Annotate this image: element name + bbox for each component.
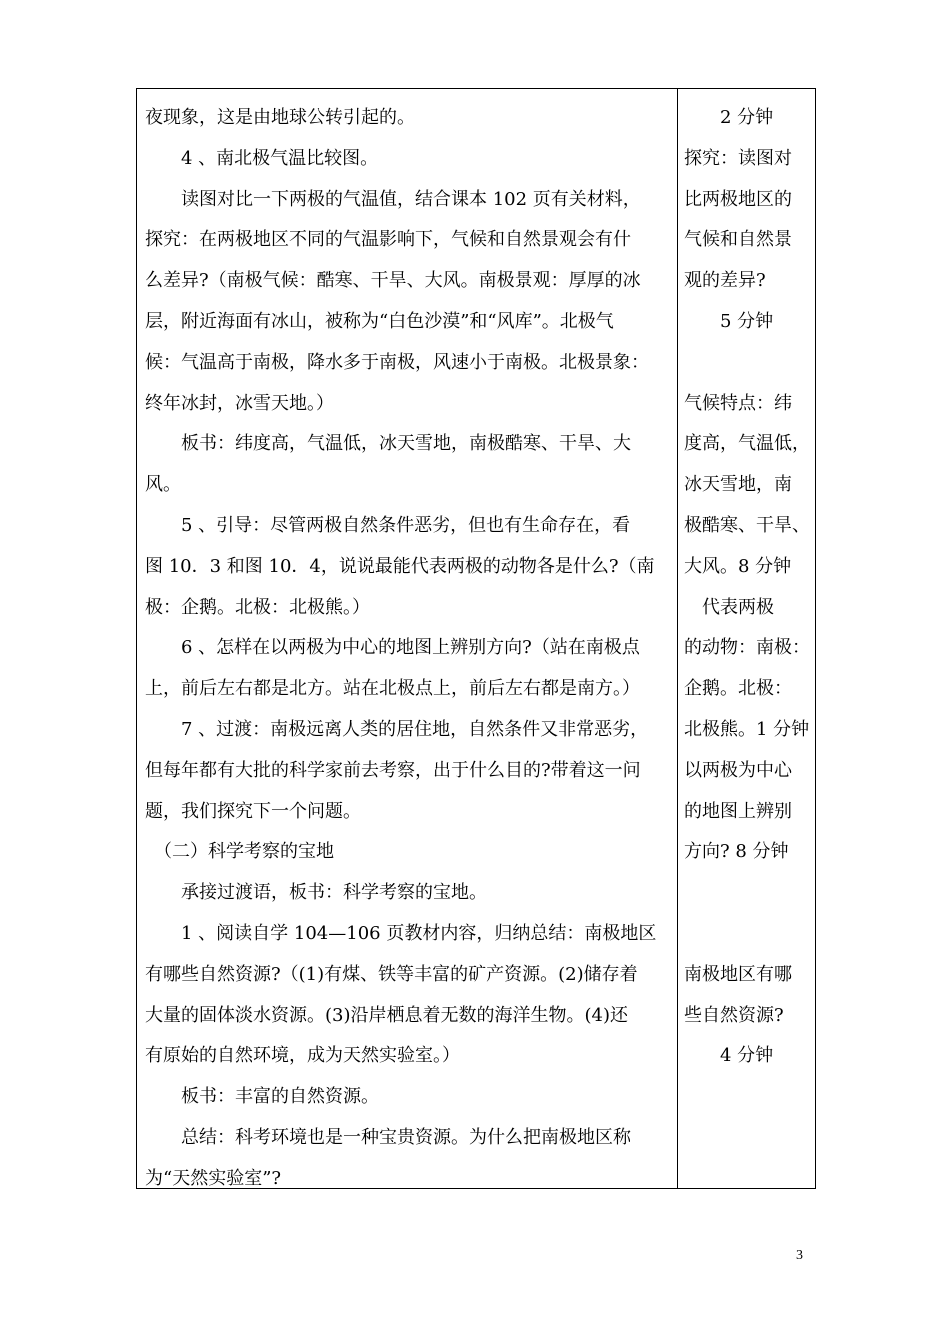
note-line: 观的差异? xyxy=(684,270,766,292)
lesson-table xyxy=(136,88,816,1189)
note-line: 4 分钟 xyxy=(684,1045,774,1067)
text-line: 极：企鹅。北极：北极熊。） xyxy=(145,596,370,618)
note-line: 5 分钟 xyxy=(684,310,774,332)
note-line: 些自然资源? xyxy=(684,1004,784,1026)
note-line: 气候和自然景 xyxy=(684,229,792,251)
text-line: 有哪些自然资源?（(1)有煤、铁等丰富的矿产资源。(2)储存着 xyxy=(145,963,638,985)
note-line: 的动物：南极： xyxy=(684,637,810,659)
text-line: 总结：科考环境也是一种宝贵资源。为什么把南极地区称 xyxy=(145,1126,631,1148)
note-line: 企鹅。北极： xyxy=(684,678,792,700)
text-line: 上，前后左右都是北方。站在北极点上，前后左右都是南方。） xyxy=(145,678,640,700)
text-line: 承接过渡语，板书：科学考察的宝地。 xyxy=(145,882,487,904)
text-line: 7 、过渡：南极远离人类的居住地，自然条件又非常恶劣， xyxy=(145,718,649,740)
note-line: 以两极为中心 xyxy=(684,759,792,781)
note-line xyxy=(684,873,812,914)
note-line xyxy=(684,343,812,384)
note-line: 的地图上辨别 xyxy=(684,800,792,822)
text-line: 终年冰封，冰雪天地。） xyxy=(145,392,334,414)
text-line: 候：气温高于南极，降水多于南极，风速小于南极。北极景象： xyxy=(145,351,649,373)
text-line: 6 、怎样在以两极为中心的地图上辨别方向?（站在南极点 xyxy=(145,637,640,659)
text-line: 风。 xyxy=(145,474,181,496)
note-line: 探究：读图对 xyxy=(684,147,792,169)
text-line: 探究：在两极地区不同的气温影响下，气候和自然景观会有什 xyxy=(145,229,631,251)
text-line: 板书：丰富的自然资源。 xyxy=(145,1086,379,1108)
column-divider xyxy=(677,89,678,1188)
text-line: 5 、引导：尽管两极自然条件恶劣，但也有生命存在，看 xyxy=(145,514,631,536)
text-line: 题，我们探究下一个问题。 xyxy=(145,800,361,822)
text-line: 4 、南北极气温比较图。 xyxy=(145,147,379,169)
text-line: 读图对比一下两极的气温值，结合课本 102 页有关材料， xyxy=(145,188,641,210)
notes-column xyxy=(684,98,812,1077)
note-line xyxy=(684,914,812,955)
note-line: 极酷寒、干旱、 xyxy=(684,514,810,536)
text-line: 有原始的自然环境，成为天然实验室。） xyxy=(145,1045,460,1067)
note-line: 2 分钟 xyxy=(684,107,774,128)
text-line: 图 10．3 和图 10．4，说说最能代表两极的动物各是什么?（南 xyxy=(145,555,655,577)
text-line: 为“天然实验室”? xyxy=(145,1167,282,1189)
note-line: 气候特点：纬 xyxy=(684,392,792,414)
note-line: 代表两极 xyxy=(684,596,774,618)
text-line: 大量的固体淡水资源。(3)沿岸栖息着无数的海洋生物。(4)还 xyxy=(145,1004,628,1026)
note-line: 冰天雪地，南 xyxy=(684,474,792,496)
text-line: 夜现象，这是由地球公转引起的。 xyxy=(145,107,415,128)
text-line: 但每年都有大批的科学家前去考察，出于什么目的?带着这一问 xyxy=(145,759,641,781)
note-line: 南极地区有哪 xyxy=(684,963,792,985)
text-line: 板书：纬度高，气温低，冰天雪地，南极酷寒、干旱、大 xyxy=(145,433,631,455)
note-line: 方向? 8 分钟 xyxy=(684,841,789,863)
text-line: 1 、阅读自学 104—106 页教材内容，归纳总结：南极地区 xyxy=(145,922,657,944)
text-line: （二）科学考察的宝地 xyxy=(145,841,334,863)
note-line: 比两极地区的 xyxy=(684,188,792,210)
note-line: 大风。8 分钟 xyxy=(684,555,792,577)
main-content-column xyxy=(145,98,673,1200)
note-line: 度高，气温低， xyxy=(684,433,810,455)
text-line: 么差异?（南极气候：酷寒、干旱、大风。南极景观：厚厚的冰 xyxy=(145,270,641,292)
note-line: 北极熊。1 分钟 xyxy=(684,718,810,740)
page-number: 3 xyxy=(796,1248,803,1263)
text-line: 层，附近海面有冰山，被称为“白色沙漠”和“风库”。北极气 xyxy=(145,310,614,332)
